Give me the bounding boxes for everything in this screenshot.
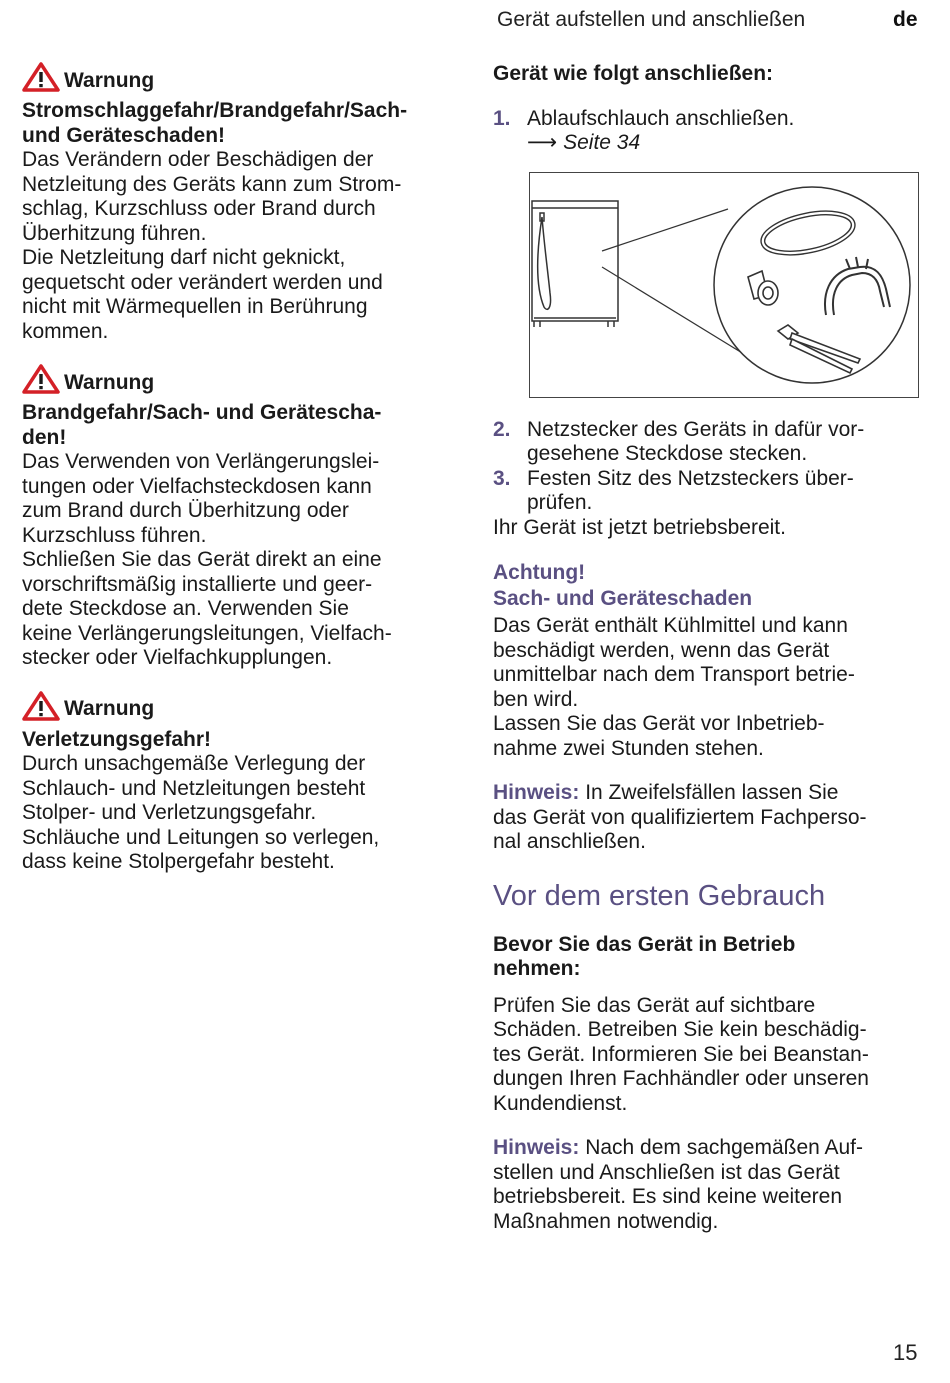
step-item (493, 467, 923, 516)
sub-heading: Bevor Sie das Gerät in Betrieb nehmen: (493, 932, 796, 980)
note-paragraph (493, 781, 923, 855)
note-paragraph (493, 1136, 923, 1234)
caution-label: Achtung! (493, 561, 586, 584)
page-reference[interactable] (493, 131, 923, 156)
appliance-drawing (532, 201, 618, 327)
right-column (493, 62, 923, 1234)
connect-heading: Gerät wie folgt anschließen: (493, 62, 774, 85)
running-header-title: Gerät aufstellen und anschließen (497, 8, 806, 31)
warning-label: Warnung (64, 697, 155, 720)
warning-block-electric (22, 62, 457, 344)
note-text: In Zweifelsfällen lassen Sie das Gerät von qualifiziertem Fachperso- nal anschließen. (493, 781, 867, 853)
step-text: Festen Sitz des Netzsteckers über- prüfen. (527, 466, 854, 514)
step-number: 3. (493, 466, 511, 490)
check-text: Prüfen Sie das Gerät auf sichtbare Schäden. Betreiben Sie kein beschädig- tes Gerät. Informieren Sie bei Beanstan- dungen Ihren Fachhändler oder unseren Kundendienst. (493, 993, 869, 1115)
left-column (22, 62, 457, 895)
warning-label: Warnung (64, 370, 155, 394)
warning-title: Brandgefahr/Sach- und Gerätescha- den! (22, 401, 382, 449)
step-number: 2. (493, 417, 511, 441)
warning-header (22, 364, 457, 401)
warning-text: Das Verändern oder Beschädigen der Netzleitung des Geräts kann zum Strom- schlag, Kurzschluss oder Brand durch Überhitzung führen. Die Netzleitung darf nicht geknickt, gequetscht oder verändert werden und nicht mit Wärmequellen in Berührung kommen. (22, 148, 402, 343)
note-text: Nach dem sachgemäßen Auf- stellen und Anschließen ist das Gerät betriebsbereit. Es sind keine weiteren Maßnahmen notwendig. (493, 1136, 864, 1233)
warning-block-fire (22, 364, 457, 671)
step-item (493, 107, 923, 132)
warning-triangle-icon (22, 62, 64, 99)
step-item (493, 418, 923, 467)
warning-block-injury (22, 691, 457, 875)
language-code: de (893, 8, 918, 31)
step-text: Ablaufschlauch anschließen. (527, 106, 795, 130)
warning-triangle-icon (22, 364, 64, 401)
warning-triangle-icon (22, 691, 64, 728)
warning-header (22, 691, 457, 728)
step-text: Netzstecker des Geräts in dafür vor- gesehene Steckdose stecken. (527, 417, 865, 465)
page-reference-text[interactable]: Seite 34 (563, 131, 641, 154)
note-label: Hinweis: (493, 1136, 580, 1159)
drain-hose-illustration (529, 172, 919, 398)
arrow-right-icon: ⟶ (527, 131, 558, 154)
warning-header (22, 62, 457, 99)
warning-label: Warnung (64, 68, 155, 92)
caution-title: Sach- und Geräteschaden (493, 587, 753, 610)
warning-title: Stromschlaggefahr/Brandgefahr/Sach- und Geräteschaden! (22, 99, 408, 147)
note-label: Hinweis: (493, 781, 580, 804)
warning-text: Durch unsachgemäße Verlegung der Schlauch- und Netzleitungen besteht Stolper- und Verletzungsgefahr. Schläuche und Leitungen so verlegen, dass keine Stolpergefahr besteht. (22, 752, 380, 873)
step-number: 1. (493, 106, 511, 130)
caution-text: Das Gerät enthält Kühlmittel und kann beschädigt werden, wenn das Gerät unmittelbar nach dem Transport betrie- ben wird. Lassen Sie das Gerät vor Inbetrieb- nahme zwei Stunden stehen. (493, 614, 855, 760)
section-title: Vor dem ersten Gebrauch (493, 879, 826, 912)
ready-text: Ihr Gerät ist jetzt betriebsbereit. (493, 515, 786, 539)
page-number: 15 (893, 1340, 918, 1365)
warning-text: Das Verwenden von Verlängerungslei- tungen oder Vielfachsteckdosen kann zum Brand durch Überhitzung oder Kurzschluss führen. Schließen Sie das Gerät direkt an eine vorschriftsmäßig installierte und geer- dete Steckdose an. Verwenden Sie keine Verlängerungsleitungen, Vielfach- stecker oder Vielfachkupplungen. (22, 450, 392, 669)
warning-title: Verletzungsgefahr! (22, 727, 212, 751)
